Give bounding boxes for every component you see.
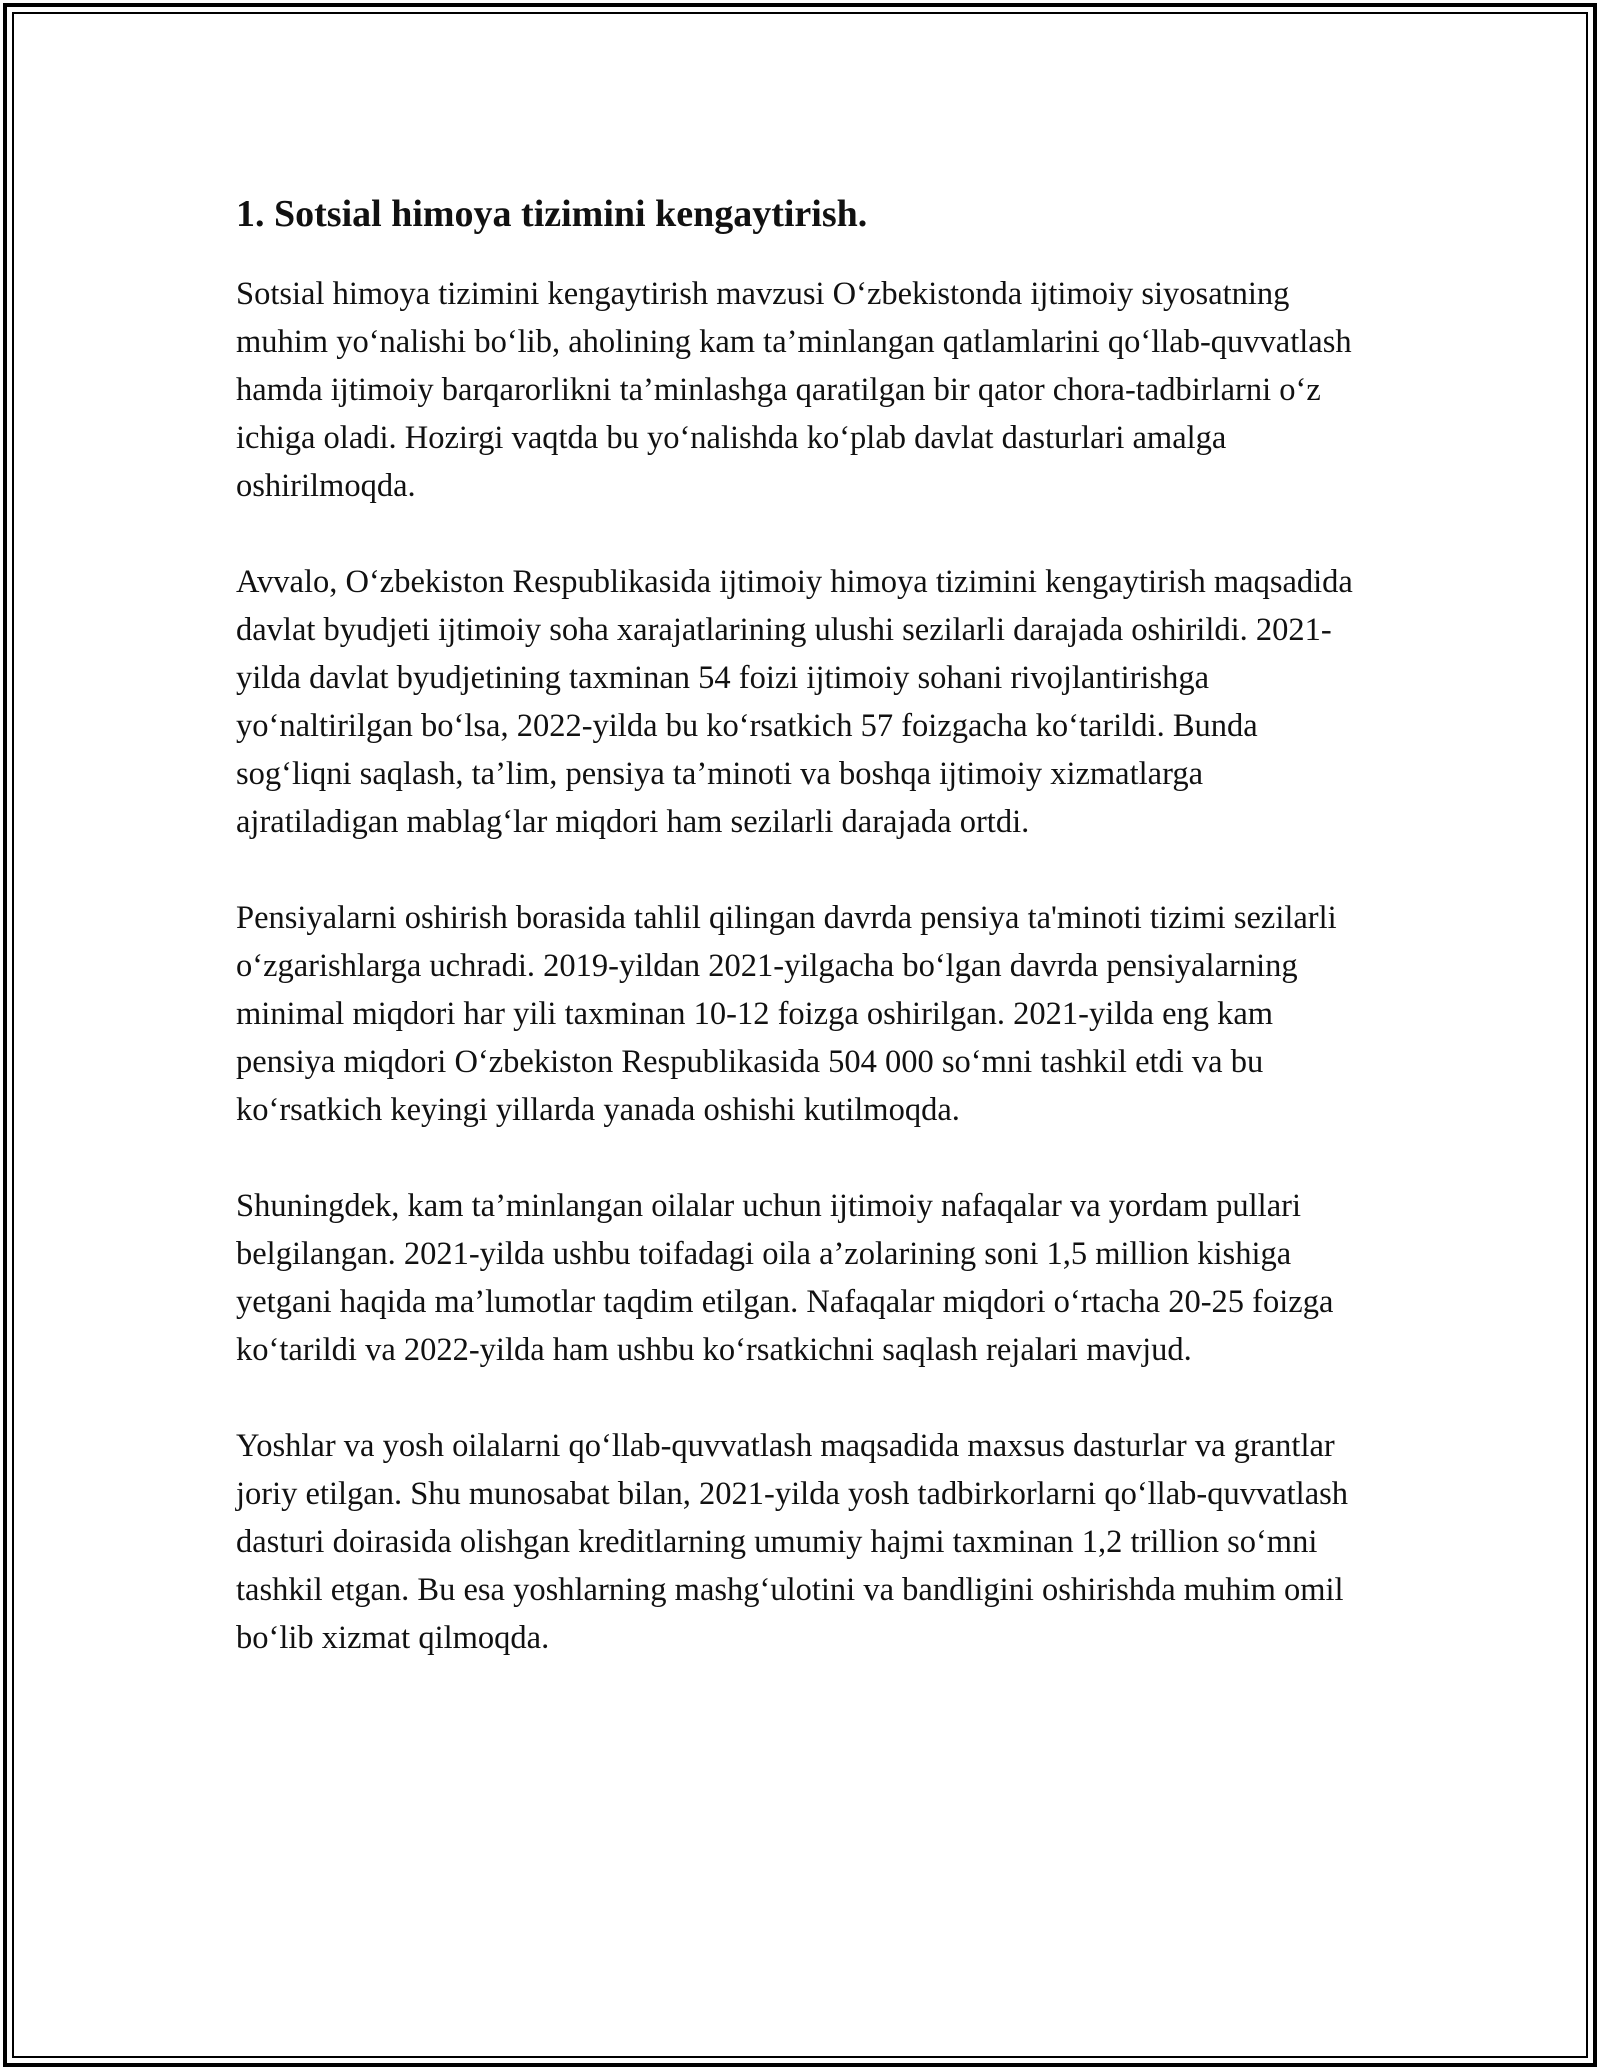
paragraph-pensions: Pensiyalarni oshirish borasida tahlil qilingan davrda pensiya ta'minoti tizimi sezilarli o‘zgarishlarga uchradi. 2019-yildan 2021-yilgacha bo‘lgan davrda pensiyalarning minimal miqdori har yili taxminan 10-12 foizga oshirilgan. 2021-yilda eng kam pensiya miqdori O‘zbekiston Respublikasida 504 000 so‘mni tashkil etdi va bu ko‘rsatkich keyingi yillarda yanada oshishi kutilmoqda. — [236, 900, 1337, 1128]
paragraph-intro: Sotsial himoya tizimini kengaytirish mavzusi O‘zbekistonda ijtimoiy siyosatning muhim yo‘nalishi bo‘lib, aholining kam ta’minlangan qatlamlarini qo‘llab-quvvatlash hamda ijtimoiy barqarorlikni ta’minlashga qaratilgan bir qator chora-tadbirlarni o‘z ichiga oladi. Hozirgi vaqtda bu yo‘nalishda ko‘plab davlat dasturlari amalga oshirilmoqda. — [236, 276, 1352, 504]
section-heading: 1. Sotsial himoya tizimini kengaytirish. — [236, 193, 868, 235]
paragraph-budget: Avvalo, O‘zbekiston Respublikasida ijtimoiy himoya tizimini kengaytirish maqsadida davlat byudjeti ijtimoiy soha xarajatlarining ulushi sezilarli darajada oshirildi. 2021-yilda davlat byudjetining taxminan 54 foizi ijtimoiy sohani rivojlantirishga yo‘naltirilgan bo‘lsa, 2022-yilda bu ko‘rsatkich 57 foizgacha ko‘tarildi. Bunda sog‘liqni saqlash, ta’lim, pensiya ta’minoti va boshqa ijtimoiy xizmatlarga ajratiladigan mablag‘lar miqdori ham sezilarli darajada ortdi. — [236, 564, 1353, 840]
document-body — [236, 188, 1366, 1710]
paragraph-benefits: Shuningdek, kam ta’minlangan oilalar uchun ijtimoiy nafaqalar va yordam pullari belgilangan. 2021-yilda ushbu toifadagi oila a’zolarining soni 1,5 million kishiga yetgani haqida ma’lumotlar taqdim etilgan. Nafaqalar miqdori o‘rtacha 20-25 foizga ko‘tarildi va 2022-yilda ham ushbu ko‘rsatkichni saqlash rejalari mavjud. — [236, 1188, 1334, 1368]
paragraph-youth: Yoshlar va yosh oilalarni qo‘llab-quvvatlash maqsadida maxsus dasturlar va grantlar joriy etilgan. Shu munosabat bilan, 2021-yilda yosh tadbirkorlarni qo‘llab-quvvatlash dasturi doirasida olishgan kreditlarning umumiy hajmi taxminan 1,2 trillion so‘mni tashkil etgan. Bu esa yoshlarning mashg‘ulotini va bandligini oshirishda muhim omil bo‘lib xizmat qilmoqda. — [236, 1428, 1349, 1656]
